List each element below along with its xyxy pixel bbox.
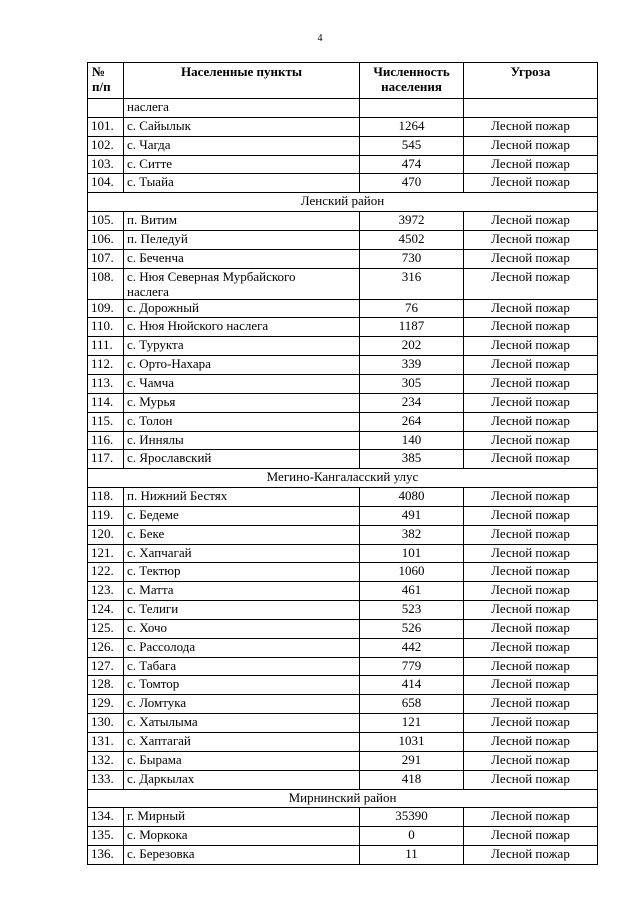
settlement-name-line: с. Турукта [127,337,184,353]
settlements-table [87,62,598,865]
row-number: 114. [88,393,124,412]
table-row [88,808,598,827]
settlement-name-line: с. Тыайа [127,174,174,190]
settlement-name [124,450,360,469]
threat-value: Лесной пожар [464,488,598,507]
threat-value: Лесной пожар [464,770,598,789]
settlement-name-line: с. Хочо [127,619,168,635]
threat-value: Лесной пожар [464,318,598,337]
threat-value: Лесной пожар [464,230,598,249]
population-value: 491 [360,506,464,525]
threat-value: Лесной пожар [464,155,598,174]
settlement-name [124,249,360,268]
settlement-name [124,155,360,174]
settlement-name [124,695,360,714]
threat-value: Лесной пожар [464,733,598,752]
row-number: 130. [88,714,124,733]
population-value: 1060 [360,563,464,582]
population-value: 3972 [360,212,464,231]
table-row [88,356,598,375]
header-population-line1: Численность [373,64,450,79]
settlement-name [124,657,360,676]
table-row [88,249,598,268]
threat-value: Лесной пожар [464,601,598,620]
district-row [88,469,598,488]
row-number: 133. [88,770,124,789]
row-number: 104. [88,174,124,193]
settlement-name-line: с. Нюя Нюйского наслега [127,318,269,334]
table-header-row [88,63,598,99]
threat-value: Лесной пожар [464,676,598,695]
population-value: 202 [360,337,464,356]
settlement-name-line: с. Хапчагай [127,544,192,560]
row-number: 106. [88,230,124,249]
table-row [88,638,598,657]
settlement-name [124,544,360,563]
table-row [88,488,598,507]
threat-value: Лесной пожар [464,695,598,714]
settlement-name-line: с. Бырама [127,751,182,767]
threat-value: Лесной пожар [464,356,598,375]
settlement-name-line: с. Бедеме [127,506,179,522]
settlement-name [124,268,360,299]
row-number: 131. [88,733,124,752]
table-row [88,174,598,193]
header-threat: Угроза [464,63,598,99]
settlement-name [124,563,360,582]
settlement-name-line: с. Рассолода [127,638,196,654]
threat-value: Лесной пожар [464,563,598,582]
settlement-name [124,808,360,827]
table-row [88,733,598,752]
population-value: 76 [360,299,464,318]
population-value: 414 [360,676,464,695]
carry-over-row [88,99,598,118]
threat-value: Лесной пожар [464,506,598,525]
settlement-name-line: с. Ситте [127,155,173,171]
threat-value: Лесной пожар [464,431,598,450]
row-number: 135. [88,827,124,846]
threat-value: Лесной пожар [464,827,598,846]
population-value: 382 [360,525,464,544]
settlement-name [124,212,360,231]
table-row [88,714,598,733]
threat-value: Лесной пожар [464,525,598,544]
settlement-name-line: с. Мурья [127,393,176,409]
threat-value: Лесной пожар [464,374,598,393]
settlement-name-line: с. Тектюр [127,563,181,579]
settlement-name [124,117,360,136]
row-number: 129. [88,695,124,714]
settlement-name-line: с. Ярославский [127,450,212,466]
settlement-name-line: с. Томтор [127,676,180,692]
settlement-name [124,676,360,695]
carry-over-text: наслега [124,99,360,118]
population-value: 461 [360,582,464,601]
population-value: 730 [360,249,464,268]
row-number: 113. [88,374,124,393]
settlement-name [124,488,360,507]
row-number: 111. [88,337,124,356]
row-number: 117. [88,450,124,469]
district-title: Мегино-Кангаласский улус [88,469,598,488]
settlement-name-line: с. Хатылыма [127,714,198,730]
population-value: 474 [360,155,464,174]
settlement-name [124,525,360,544]
population-value: 140 [360,431,464,450]
table-row [88,525,598,544]
settlement-name-line: г. Мирный [127,808,186,824]
population-value: 264 [360,412,464,431]
population-value: 526 [360,619,464,638]
settlement-name [124,751,360,770]
population-value: 523 [360,601,464,620]
header-number-line2: п/п [92,79,111,94]
row-number: 115. [88,412,124,431]
settlement-name-line: с. Дорожный [127,299,199,315]
population-value: 0 [360,827,464,846]
threat-value: Лесной пожар [464,337,598,356]
settlement-name [124,318,360,337]
threat-value: Лесной пожар [464,136,598,155]
table-row [88,268,598,299]
settlement-name [124,299,360,318]
population-value: 339 [360,356,464,375]
threat-value: Лесной пожар [464,619,598,638]
row-number: 108. [88,268,124,299]
threat-value: Лесной пожар [464,268,598,299]
population-value: 291 [360,751,464,770]
table-row [88,676,598,695]
district-row [88,789,598,808]
settlement-name [124,230,360,249]
header-population-line2: населения [381,79,442,94]
settlement-name [124,412,360,431]
settlement-name-line: п. Витим [127,212,177,228]
settlement-name-line: с. Березовка [127,846,195,862]
threat-value: Лесной пожар [464,714,598,733]
settlement-name-line: п. Нижний Бестях [127,488,228,504]
table-row [88,230,598,249]
header-population [360,63,464,99]
settlement-name [124,846,360,865]
threat-value: Лесной пожар [464,299,598,318]
settlement-name [124,638,360,657]
population-value: 658 [360,695,464,714]
table-row [88,299,598,318]
table-row [88,337,598,356]
settlement-name [124,136,360,155]
settlement-name-line: с. Нюя Северная Мурбайского [127,268,296,284]
population-value: 305 [360,374,464,393]
settlement-name-line: с. Табага [127,657,177,673]
threat-value: Лесной пожар [464,751,598,770]
settlement-name [124,619,360,638]
row-number: 128. [88,676,124,695]
threat-value: Лесной пожар [464,808,598,827]
population-value: 4502 [360,230,464,249]
population-value: 234 [360,393,464,412]
table-row [88,582,598,601]
settlement-name [124,601,360,620]
table-row [88,751,598,770]
settlement-name-line: с. Чагда [127,136,171,152]
threat-value: Лесной пожар [464,249,598,268]
settlement-name-line: с. Моркока [127,827,188,843]
threat-value: Лесной пожар [464,117,598,136]
row-number: 107. [88,249,124,268]
settlement-name-line: с. Хаптагай [127,733,191,748]
settlement-name [124,337,360,356]
row-number: 127. [88,657,124,676]
settlement-name [124,431,360,450]
row-number: 134. [88,808,124,827]
table-row [88,846,598,865]
row-number: 132. [88,751,124,770]
settlement-name [124,356,360,375]
table-row [88,374,598,393]
settlement-name-line: с. Телиги [127,601,179,617]
table-row [88,393,598,412]
district-title: Ленский район [88,193,598,212]
header-settlement: Населенные пункты [124,63,360,99]
population-value: 316 [360,268,464,299]
district-row [88,193,598,212]
settlement-name-line: с. Беке [127,525,165,541]
table-row [88,318,598,337]
settlement-name-line: с. Толон [127,412,173,428]
table-row [88,619,598,638]
settlement-name [124,733,360,752]
settlement-name-line: с. Беченча [127,249,184,265]
settlement-name-line: с. Ломтука [127,695,187,711]
threat-value: Лесной пожар [464,582,598,601]
settlement-name [124,506,360,525]
row-number: 121. [88,544,124,563]
table-row [88,601,598,620]
population-value: 545 [360,136,464,155]
table-row [88,431,598,450]
settlement-name-line: с. Чамча [127,374,175,390]
threat-value: Лесной пожар [464,212,598,231]
row-number: 125. [88,619,124,638]
table-row [88,412,598,431]
population-value: 11 [360,846,464,865]
table-row [88,212,598,231]
row-number: 124. [88,601,124,620]
population-value: 35390 [360,808,464,827]
settlement-name-line: с. Сайылык [127,117,191,133]
threat-value: Лесной пожар [464,657,598,676]
threat-value: Лесной пожар [464,450,598,469]
settlement-name [124,582,360,601]
row-number: 118. [88,488,124,507]
row-number: 136. [88,846,124,865]
settlement-name [124,770,360,789]
settlement-name [124,174,360,193]
row-number: 110. [88,318,124,337]
table-row [88,563,598,582]
row-number: 105. [88,212,124,231]
settlement-name [124,393,360,412]
row-number: 116. [88,431,124,450]
row-number: 112. [88,356,124,375]
population-value: 442 [360,638,464,657]
row-number: 126. [88,638,124,657]
settlement-name-line: наслега [127,283,169,299]
population-value: 1031 [360,733,464,752]
table-row [88,695,598,714]
threat-value: Лесной пожар [464,846,598,865]
carry-over-number [88,99,124,118]
threat-value: Лесной пожар [464,638,598,657]
row-number: 102. [88,136,124,155]
threat-value: Лесной пожар [464,544,598,563]
threat-value: Лесной пожар [464,393,598,412]
settlement-name-line: п. Пеледуй [127,230,188,246]
table-row [88,657,598,676]
row-number: 123. [88,582,124,601]
row-number: 103. [88,155,124,174]
table-row [88,827,598,846]
population-value: 121 [360,714,464,733]
table-row [88,155,598,174]
header-number [88,63,124,99]
row-number: 109. [88,299,124,318]
table-row [88,770,598,789]
header-number-line1: № [92,64,106,79]
district-title: Мирнинский район [88,789,598,808]
settlement-name [124,374,360,393]
table-row [88,450,598,469]
settlement-name-line: с. Иннялы [127,431,184,447]
settlement-name-line: с. Орто-Нахара [127,356,211,372]
row-number: 120. [88,525,124,544]
table-row [88,544,598,563]
population-value: 385 [360,450,464,469]
population-value: 779 [360,657,464,676]
table-row [88,117,598,136]
population-value: 1264 [360,117,464,136]
carry-over-threat [464,99,598,118]
population-value: 1187 [360,318,464,337]
settlement-name [124,827,360,846]
row-number: 101. [88,117,124,136]
table-row [88,506,598,525]
settlement-name [124,714,360,733]
page-number: 4 [317,33,323,44]
population-value: 470 [360,174,464,193]
table-row [88,136,598,155]
population-value: 418 [360,770,464,789]
threat-value: Лесной пожар [464,412,598,431]
population-value: 4080 [360,488,464,507]
row-number: 122. [88,563,124,582]
settlement-name-line: с. Даркылах [127,770,195,786]
settlement-name-line: с. Матта [127,582,174,598]
threat-value: Лесной пожар [464,174,598,193]
carry-over-pop [360,99,464,118]
population-value: 101 [360,544,464,563]
row-number: 119. [88,506,124,525]
